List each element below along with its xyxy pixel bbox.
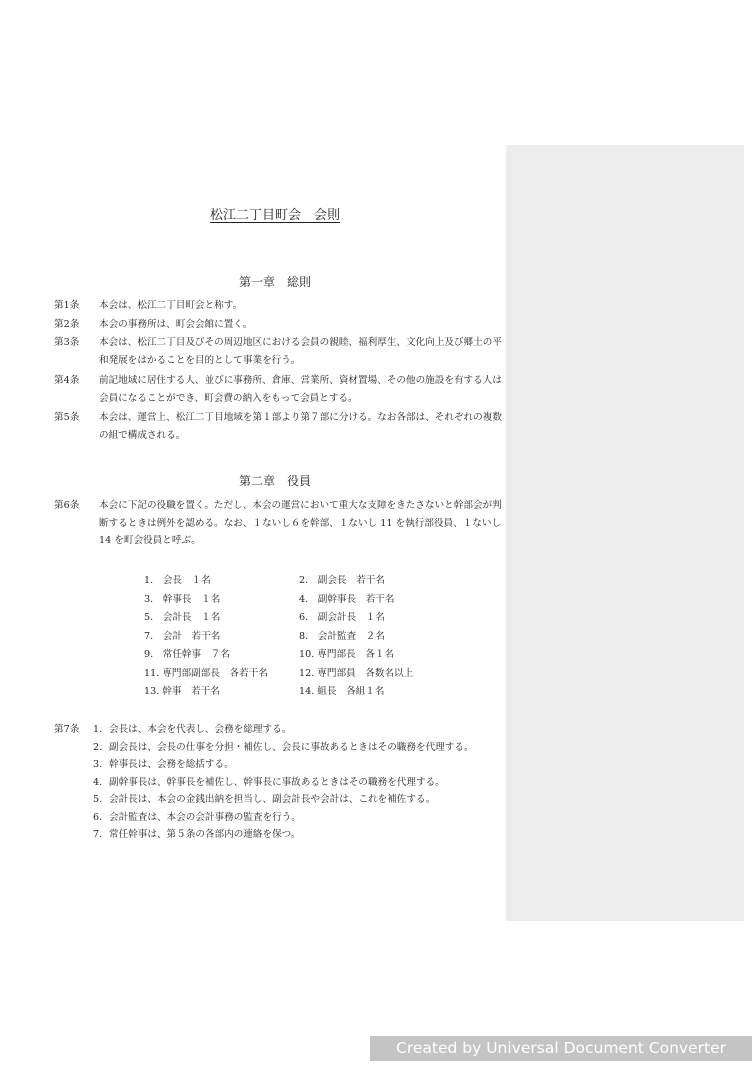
list-item [93, 721, 508, 739]
role-item: 5. 会計長 １名 [144, 612, 221, 623]
article-number: 第2条 [54, 319, 80, 330]
item-text: 副幹事長は、幹事長を補佐し、幹事長に事故あるときはその職務を代理する。 [109, 776, 445, 788]
article-7-list [93, 721, 508, 844]
article-number: 第1条 [54, 300, 80, 311]
item-text: 会計監査は、本会の会計事務の監査を行う。 [109, 811, 301, 823]
converter-watermark: Created by Universal Document Converter [370, 1036, 752, 1061]
side-panel [506, 145, 744, 921]
role-item: 10. 専門部長 各１名 [299, 649, 395, 660]
list-item [93, 826, 508, 844]
article-text: 本会の事務所は、町会会館に置く。 [99, 319, 253, 330]
chapter-2-heading: 第二章 役員 [238, 474, 311, 488]
role-item: 14. 組長 各組１名 [299, 686, 385, 697]
item-text: 会長は、本会を代表し、会務を総理する。 [109, 724, 292, 735]
list-item [93, 774, 508, 792]
article-3 [54, 334, 504, 369]
article-text: 本会は、松江二丁目町会と称す。 [99, 300, 243, 311]
role-item: 4. 副幹事長 若干名 [299, 594, 395, 605]
item-number: 4. [93, 776, 103, 788]
item-number: 2. [93, 741, 103, 753]
article-text: 前記地域に居住する人、並びに事務所、倉庫、営業所、資材置場、その他の施設を有する人は会員になることができ、町会費の納入をもって会員とする。 [99, 375, 502, 404]
role-item: 3. 幹事長 １名 [144, 594, 221, 605]
role-item: 2. 副会長 若干名 [299, 575, 385, 586]
role-item: 12. 専門部員 各数名以上 [299, 668, 414, 679]
list-item [93, 809, 508, 827]
article-2 [54, 316, 504, 334]
role-item: 9. 常任幹事 ７名 [144, 649, 230, 660]
article-6 [54, 497, 504, 550]
chapter-1-heading: 第一章 総則 [238, 275, 311, 289]
item-text: 副会長は、会長の仕事を分担・補佐し、会長に事故あるときはその職務を代理する。 [109, 741, 474, 753]
list-item [93, 739, 504, 757]
article-number: 第5条 [54, 412, 80, 423]
article-text: 本会に下記の役職を置く。ただし、本会の運営において重大な支障をきたさないと幹部会が判断するときは例外を認める。なお、１ないし６を幹部、１ないし 11 を執行部役員、１ないし 14 を町会役員と呼ぶ。 [99, 500, 502, 546]
document-title: 松江二丁目町会 会則 [209, 208, 340, 223]
role-item: 11. 専門部副部長 各若干名 [144, 668, 268, 679]
article-1 [54, 297, 504, 315]
item-number: 1. [93, 724, 103, 735]
item-number: 6. [93, 811, 103, 823]
article-text: 本会は、運営上、松江二丁目地域を第１部より第７部に分ける。なお各部は、それぞれの複数の組で構成される。 [99, 412, 502, 441]
item-text: 幹事長は、会務を総括する。 [109, 759, 234, 770]
article-number: 第3条 [54, 337, 80, 348]
list-item [93, 791, 508, 809]
role-item: 1. 会長 １名 [144, 575, 211, 586]
role-item: 7. 会計 若干名 [144, 631, 221, 642]
article-text: 本会は、松江二丁目及びその周辺地区における会員の親睦、福利厚生、文化向上及び郷土の平和発展をはかることを目的として事業を行う。 [99, 337, 502, 366]
role-item: 13. 幹事 若干名 [144, 686, 220, 697]
item-text: 常任幹事は、第５条の各部内の連絡を保つ。 [109, 829, 301, 840]
list-item [93, 756, 508, 774]
item-number: 5. [93, 794, 103, 805]
role-item: 6. 副会計長 １名 [299, 612, 385, 623]
item-text: 会計長は、本会の金銭出納を担当し、副会計長や会計は、これを補佐する。 [109, 794, 436, 805]
article-5 [54, 409, 504, 444]
article-7-number: 第7条 [54, 724, 80, 735]
role-item: 8. 会計監査 ２名 [299, 631, 385, 642]
item-number: 3. [93, 759, 103, 770]
article-number: 第6条 [54, 500, 80, 511]
article-4 [54, 372, 504, 407]
item-number: 7. [93, 829, 103, 840]
article-number: 第4条 [54, 375, 80, 386]
